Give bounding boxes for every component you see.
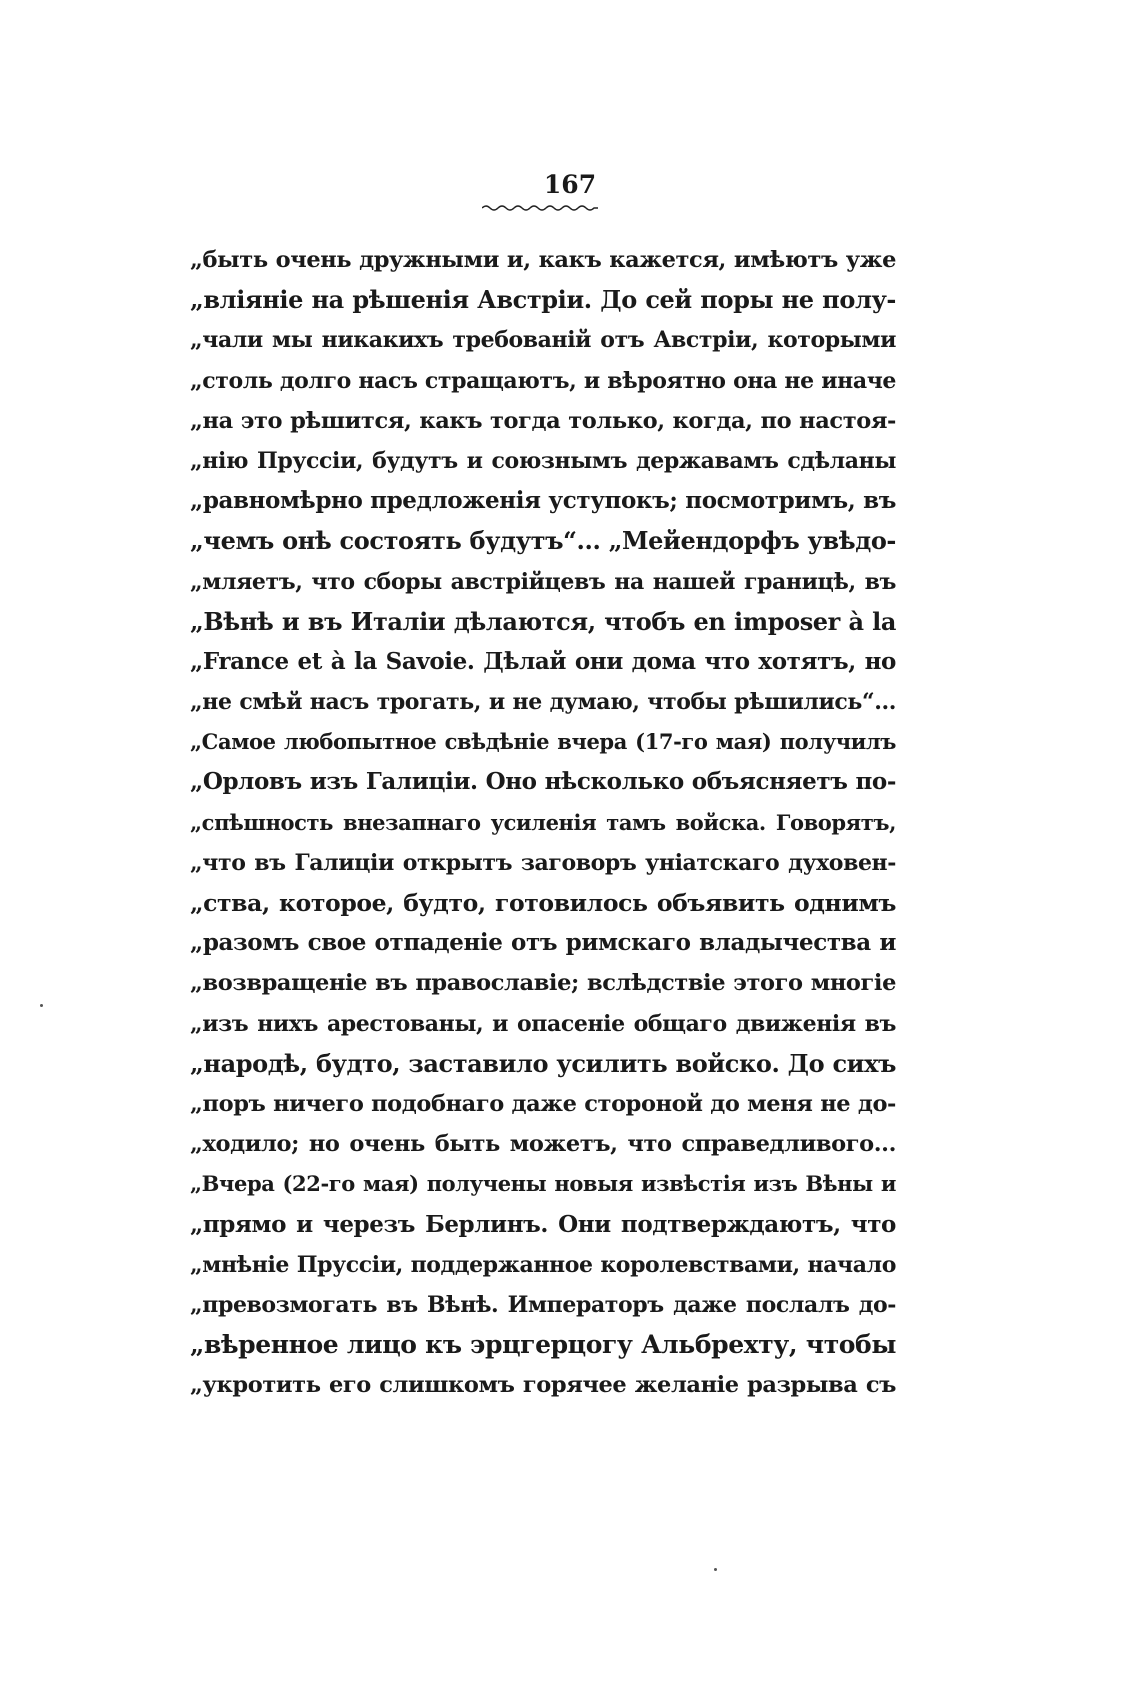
text-line: „мляетъ, что сборы австрійцевъ на нашей границѣ, въ xyxy=(190,568,896,595)
text-line: „изъ нихъ арестованы, и опасеніе общаго движенія въ xyxy=(190,1010,896,1037)
text-line: „быть очень дружными и, какъ кажется, имѣютъ уже xyxy=(190,247,896,273)
text-line: „чемъ онѣ состоять будутъ“... „Мейендорфъ увѣдо- xyxy=(190,526,896,556)
text-line: „на это рѣшится, какъ тогда только, когда, по настоя- xyxy=(190,407,896,434)
text-line: „возвращеніе въ православіе; вслѣдствіе этого многіе xyxy=(190,970,896,997)
text-line: „вѣренное лицо къ эрцгерцогу Альбрехту, чтобы xyxy=(190,1330,896,1360)
text-line: „не смѣй насъ трогать, и не думаю, чтобы рѣшились“... xyxy=(190,689,896,716)
text-line: „поръ ничего подобнаго даже стороной до меня не до- xyxy=(190,1090,896,1117)
text-line: „ства, которое, будто, готовилось объявить однимъ xyxy=(190,889,896,917)
text-line: „France et à la Savoie. Дѣлай они дома что хотятъ, но xyxy=(190,647,896,675)
text-line: „вліяніе на рѣшенія Австріи. До сей поры не полу- xyxy=(190,285,896,315)
text-line: „мнѣніе Пруссіи, поддержанное королевствами, начало xyxy=(190,1251,896,1278)
text-line: „Самое любопытное свѣдѣніе вчера (17-го мая) получилъ xyxy=(190,729,896,755)
text-line: „равномѣрно предложенія уступокъ; посмотримъ, въ xyxy=(190,487,896,515)
paper-speck xyxy=(40,1004,43,1007)
text-line: „что въ Галиціи открытъ заговоръ уніатскаго духовен- xyxy=(190,849,896,876)
text-line: „Вѣнѣ и въ Италіи дѣлаются, чтобъ en imposer à la xyxy=(190,606,896,636)
page-number-ornament xyxy=(482,204,598,212)
text-line: „чали мы никакихъ требованій отъ Австріи, которыми xyxy=(190,327,896,354)
text-line: „ходило; но очень быть можетъ, что справедливого... xyxy=(190,1131,896,1158)
text-line: „Орловъ изъ Галиціи. Оно нѣсколько объясняетъ по- xyxy=(190,768,896,796)
text-line: „разомъ свое отпаденіе отъ римскаго владычества и xyxy=(190,929,896,957)
text-line: „укротить его слишкомъ горячее желаніе разрыва съ xyxy=(190,1372,896,1399)
text-line: „спѣшность внезапнаго усиленія тамъ войска. Говорятъ, xyxy=(190,809,896,835)
text-line: „Вчера (22-го мая) получены новыя извѣстія изъ Вѣны и xyxy=(190,1171,896,1197)
paper-speck xyxy=(714,1568,717,1571)
text-line: „нію Пруссіи, будутъ и союзнымъ державамъ сдѣланы xyxy=(190,447,896,474)
text-line: „прямо и черезъ Берлинъ. Они подтверждаютъ, что xyxy=(190,1210,896,1238)
page-number: 167 xyxy=(543,170,597,199)
body-text xyxy=(190,240,896,1405)
text-line: „народѣ, будто, заставило усилить войско. До сихъ xyxy=(190,1048,896,1078)
text-line: „столь долго насъ стращаютъ, и вѣроятно она не иначе xyxy=(190,367,896,394)
text-line: „превозмогать въ Вѣнѣ. Императоръ даже послалъ до- xyxy=(190,1291,896,1318)
